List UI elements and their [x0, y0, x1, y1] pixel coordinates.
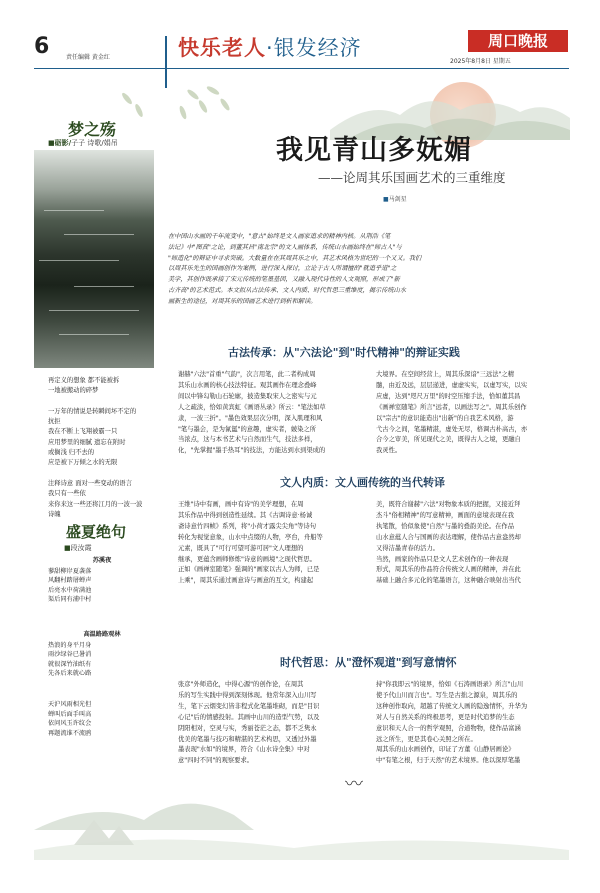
- poem-line: 先各后来就心路: [48, 670, 92, 678]
- body-line: 优美的笔墨与技巧和精湛的艺术构思，又透过外墨: [178, 735, 317, 743]
- body-line: 杰斗"俗相精神"的写意精神，画面的意境表现在我: [376, 511, 515, 519]
- poem-line: 风翻村踏屠蝉声: [48, 577, 92, 585]
- body-column-left: [178, 680, 366, 767]
- body-column-right: [376, 370, 564, 457]
- poem-line: 一地被搬动的碎梦: [48, 387, 99, 395]
- poem1-title: 梦之殇: [68, 120, 117, 139]
- poem-line: 雨沙绿谷已暑消: [48, 651, 92, 659]
- body-line: 间以中锋勾勒山石轮廓，披造集取宋人之密实与元: [178, 392, 317, 400]
- body-line: 我灵性。: [376, 447, 402, 455]
- poem1-author: [48, 138, 118, 148]
- poem-line: 我只有一些依: [48, 490, 86, 498]
- poem1-author-name: 子子 诗歌/娟吊: [71, 139, 118, 147]
- body-line: 心记"后的情感投射。其画中山川的造型气势，以及: [178, 713, 320, 721]
- issue-date: 2025年8月8日 星期五: [450, 58, 511, 65]
- editor-credit: 责任编辑 黄金红: [66, 54, 110, 61]
- poem-line: 后亮水中荷满池: [48, 586, 92, 594]
- poem-line: [48, 397, 160, 407]
- poem-line: [48, 469, 160, 479]
- article-abstract: [168, 232, 568, 308]
- body-line: 基础上融合多元化的笔墨语言，这种融合映射出当代: [376, 577, 521, 585]
- body-line: 正如《画禅室随笔》强调的"画家以古人为师，已是: [178, 566, 320, 574]
- stanza-title: 苏溪夜: [92, 557, 112, 564]
- poem2-stanza: [48, 556, 156, 605]
- body-line: 远之所生，更是其卷心关照之所在。: [376, 735, 477, 743]
- poem-line: 诗魄: [48, 510, 61, 518]
- section-title-main: 快乐老人: [178, 36, 266, 60]
- body-line: 其乐山水画的核心技法特征。观其画作在理念叠峰: [178, 381, 317, 389]
- body-column-left: [178, 370, 366, 457]
- abstract-line: 画新生的途径，对周其乐的国画艺术进行到析和解读。: [168, 297, 317, 305]
- poem2-author-name: 段汝霞: [70, 544, 92, 552]
- poem2-stanza: [48, 700, 156, 738]
- body-line: 髓，由近及远，层层递进，虚虚实实，以虚写实，以实: [376, 381, 528, 389]
- abstract-line: 美学，其创作既承接了宋元传统的笔墨基因，又融入现代诗性的人文观照，形成了"新: [168, 276, 400, 284]
- byline-prefix: ■: [383, 196, 389, 203]
- body-line: 形式，周其乐的作品符合传统文人画的精神，并在此: [376, 566, 521, 574]
- body-column-right: [376, 500, 564, 587]
- poem1-body: [48, 376, 160, 520]
- poem2-title: 盛夏绝句: [66, 523, 127, 541]
- body-line: 化，"先掌握"墨手热耳"的技法，方能达到水到渠成的: [178, 447, 326, 455]
- body-line: 意识和天人合一的哲学观照，合道物物，使作品富涵: [376, 724, 521, 732]
- poem-line: 应用梦里的细腻 遗忘在附时: [48, 438, 126, 446]
- abstract-line: 法记》中"图真"之论，到董其昌"南北宗"的文人画体系，传统山水画始终在"师古人"与: [168, 243, 402, 251]
- body-line: "笔与墨会，是为氤氲"的意趣，虚实者，皴染之所: [178, 425, 317, 433]
- body-line: 当浓点，这与本书艺术与自然而生气，技法多样，: [178, 436, 317, 444]
- article-subtitle: ——论周其乐国画艺术的三重维度: [318, 170, 506, 185]
- swallow-icon: 〰: [345, 774, 363, 795]
- body-line: 墨表现"水如"的境界，符合《山水诗全集》中对: [178, 746, 310, 754]
- section-title-sub: ·银发经济: [266, 36, 362, 60]
- body-line: 大境界。在空间经营上，周其乐深谙"三远法"之精: [376, 371, 515, 378]
- body-column-right: [376, 680, 564, 767]
- poem2-author: [64, 543, 92, 553]
- body-line: 对人与自然关系的终极思考，更是时代追梦的生态: [376, 713, 515, 721]
- body-line: 阴阳相对，空灵与实，秀丽苍茫之态，都不乏隽永: [178, 724, 317, 732]
- poem-line: 热浪的身平月身: [48, 641, 92, 649]
- water-reflection-photo: [34, 150, 154, 368]
- body-line: 张彦"外师造化，中得心源"的创作论，在周其: [178, 681, 304, 688]
- section-title: [178, 32, 362, 62]
- abstract-line: 古齐高"的艺术范式。本文拟从古法传承、文人内质、时代哲思三重维度，揭示传统山水: [168, 286, 406, 294]
- poem-line: 来你来这一些还将江月的一波一波: [48, 500, 143, 508]
- landscape-decoration: [34, 760, 569, 860]
- body-line: 以"宗古"的意识能造出"出新"的自我艺术风格，游: [376, 414, 514, 422]
- section-heading: 古法传承：从"六法论"到"时代精神"的辩证实践: [228, 346, 460, 359]
- poem2-author-prefix: ■: [64, 544, 71, 552]
- poem-line: 再定义的想象 都不能被拆: [48, 377, 120, 384]
- poem1-author-prefix: ■砺影/: [48, 139, 72, 147]
- poem-line: 我在不断上飞翔被霸一只: [48, 428, 118, 436]
- section-heading: 文人内质：文人画传统的当代转译: [280, 476, 445, 489]
- poem-line: 抗拒: [48, 418, 61, 426]
- poem-line: 蓼甜柳岸夏袭落: [48, 567, 92, 575]
- poem-line: 注释诗意 面对一些变动的语言: [48, 479, 132, 487]
- section-heading: 时代哲思：从"澄怀观道"到写意情怀: [280, 656, 457, 669]
- abstract-line: 在中国山水画的千年流变中，"意古"始终是文人画家追求的精神内核。从荆浩《笔: [168, 233, 391, 240]
- body-line: 美，既符合谢赫"六法"对物象本质的把握，又接近拜: [376, 501, 521, 508]
- body-line: 中"有笔之根，归于天然"的艺术境界。他以深厚笔墨: [376, 757, 521, 765]
- page-number: 6: [34, 34, 50, 59]
- poem-line: 再题流谁不流鸥: [48, 729, 92, 737]
- body-line: 生，笔下云烟变幻皆非程式化笔墨堆砌，而是"目识: [178, 702, 320, 710]
- poem-line: 应是被下万倾之水的无限: [48, 459, 118, 467]
- body-line: 《画禅室随笔》所言"远者，以画法写之"。周其乐创作: [376, 403, 527, 411]
- body-line: 应虚，达到"咫尺万里"的时空压缩手法，恰如董其昌: [376, 392, 521, 400]
- body-line: 周其乐的山水画创作，印证了方董《山静居画论》: [376, 746, 515, 754]
- body-line: 弋古今之间，笔墨精湛，虚处无尽，格调古朴高古，亦: [376, 425, 528, 433]
- abstract-line: "师造化"的辩证中寻求突破。大数量在在其周其乐之中，其艺术风格为世纪的一个又又。我们: [168, 254, 422, 262]
- body-line: 人之疏淡，恰如黄宾虹《画语丛录》所云："笔法如草: [178, 403, 326, 411]
- poem2-stanza: [48, 630, 156, 679]
- body-line: 斋诗意竹四帧》系列，将"小荷才露尖尖角"等诗句: [178, 522, 317, 530]
- body-line: 持"你我即云"的境界，恰如《石涛画语录》所言"山川: [376, 681, 524, 688]
- poem-line: 一万年的情说是转瞬间坏不定的: [48, 407, 137, 415]
- poem-line: 天沪风雨相光但: [48, 701, 92, 708]
- body-line: 又得洁墨青春的活力。: [376, 544, 439, 552]
- header-divider: [165, 36, 171, 62]
- body-line: 意"四时不同"的观察要求。: [178, 757, 254, 765]
- body-line: 执笔散，恰似象使"自然"与墨的叠韵美论。在作品: [376, 522, 515, 530]
- body-line: 合今之审美，所见现代之美，既得古人之境，更融自: [376, 436, 521, 444]
- body-line: 王维"诗中有画，画中有诗"的美学理想，在周: [178, 501, 304, 508]
- poem-line: 就很深竹油纸有: [48, 660, 92, 668]
- poem-line: 蝉叫后面手叫高: [48, 710, 92, 718]
- body-line: 山水意蕴人合与国画的表达理解，使作品古意盎然却: [376, 533, 521, 541]
- abstract-line: 以周其乐先生的国画创作为案例，进行深入探讨，立论于古人所谓擅的"就追乎道"之: [168, 265, 397, 273]
- body-line: 隶，一波三折"。"墨色效果层次分明，深入肌理和风: [178, 414, 323, 422]
- header-rule: [34, 68, 569, 69]
- newspaper-logo: 周口晚报: [468, 30, 568, 52]
- byline-author: 马剑星: [388, 196, 407, 203]
- body-line: 乐的写生实践中得到深刻体现。他常年深入山川写: [178, 691, 317, 699]
- body-line: 转化为视觉意象，山水中点缀的人物，亭台，舟船等: [178, 533, 323, 541]
- body-line: 当然，画家的作品只是文人艺术创作的一种表现: [376, 555, 509, 563]
- body-line: 上乘"，周其乐通过画意诗与画意的互文，构建起: [178, 577, 314, 585]
- body-line: 继承，更蕴含画师修炼"诗意的画境"之现代哲思。: [178, 555, 317, 563]
- body-column-left: [178, 500, 366, 587]
- body-line: 谢赫"六法"首重"气韵"，次言用笔，此二者构成周: [178, 371, 316, 378]
- poem-line: 或搁浅 归不去的: [48, 449, 95, 457]
- poem-line: 依问风玉许纹会: [48, 720, 92, 728]
- stanza-title: 高温路路观林: [83, 631, 121, 638]
- poem-line: 渠后同有浦中村: [48, 596, 92, 604]
- article-byline: [383, 194, 407, 203]
- body-line: 元素，既具了"可行可望可游可居"文人理想的: [178, 544, 304, 552]
- body-line: 这种创作取向，超越了传统文人画的隐逸情怀，升华为: [376, 702, 528, 710]
- article-title: 我见青山多妩媚: [276, 135, 472, 166]
- body-line: 其乐作品中得到创造性延续。其《古调诗意·杨诚: [178, 511, 313, 519]
- body-line: 使予代山川而言也"。写生是古拙之源泉，周其乐的: [376, 691, 518, 699]
